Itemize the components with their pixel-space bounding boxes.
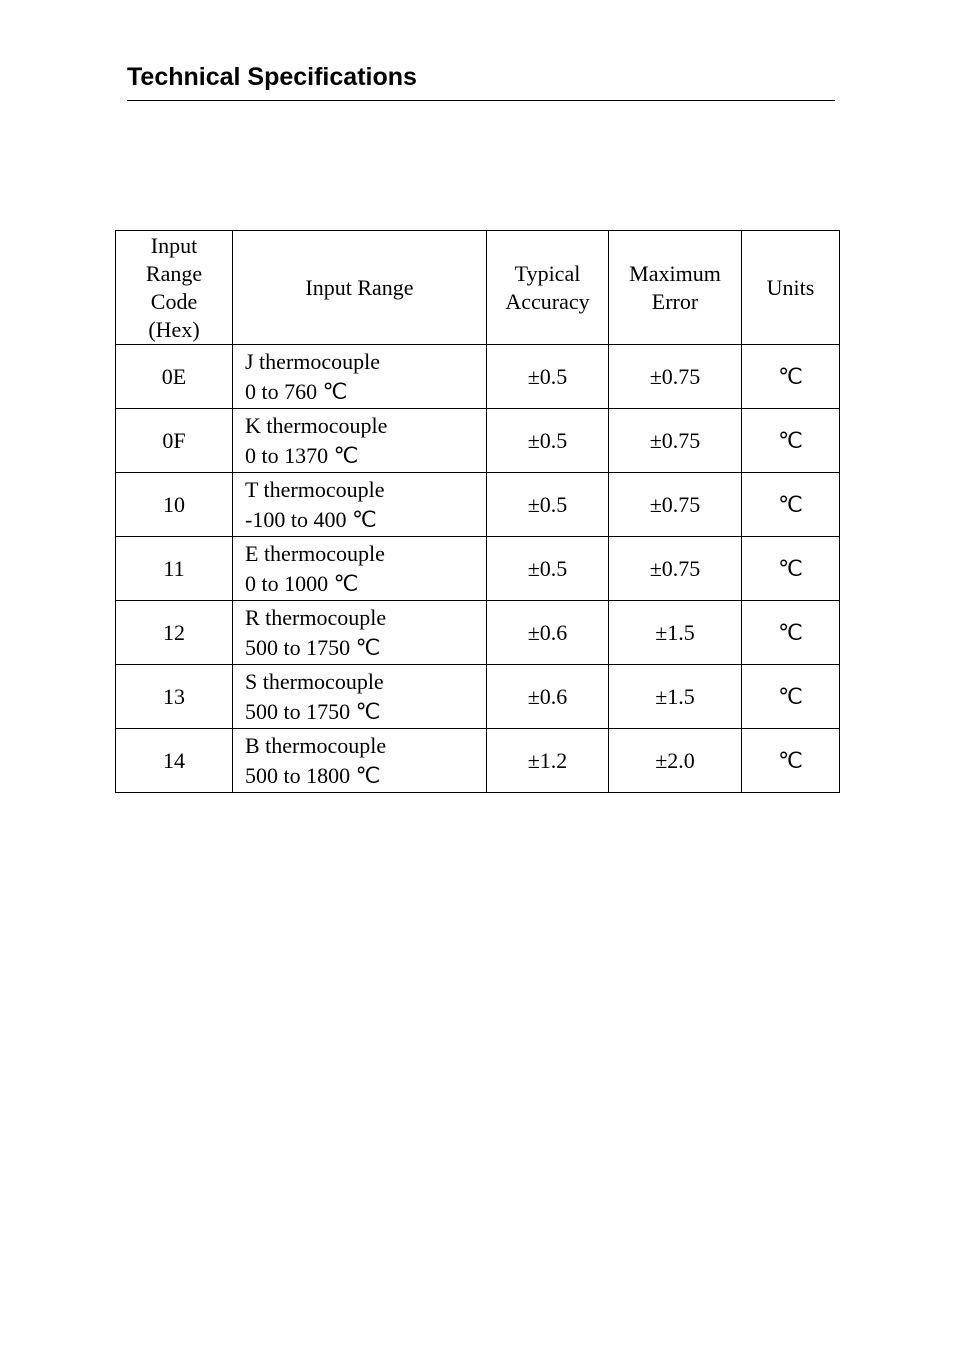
cell-units: ℃ (742, 345, 840, 409)
table-row (116, 665, 840, 729)
page-title: Technical Specifications (127, 63, 417, 91)
cell-units: ℃ (742, 601, 840, 665)
cell-code: 13 (116, 665, 233, 729)
column-header-typical-accuracy (487, 231, 609, 345)
cell-maximum-error: ±1.5 (609, 665, 742, 729)
cell-input-range (233, 729, 487, 793)
cell-code: 11 (116, 537, 233, 601)
header-line: Maximum (629, 260, 721, 286)
temperature-range: 500 to 1750 ℃ (245, 634, 381, 660)
cell-units: ℃ (742, 409, 840, 473)
cell-maximum-error: ±0.75 (609, 345, 742, 409)
spec-table (115, 230, 840, 793)
header-line: Input (150, 232, 198, 258)
table-row (116, 601, 840, 665)
cell-code: 12 (116, 601, 233, 665)
cell-maximum-error: ±0.75 (609, 537, 742, 601)
temperature-range: 500 to 1750 ℃ (245, 698, 381, 724)
cell-typical-accuracy: ±0.5 (487, 409, 609, 473)
header-line: Accuracy (505, 288, 590, 314)
cell-units: ℃ (742, 729, 840, 793)
header-line: Units (766, 274, 815, 300)
cell-input-range (233, 345, 487, 409)
cell-input-range (233, 409, 487, 473)
cell-typical-accuracy: ±0.5 (487, 473, 609, 537)
table-row (116, 537, 840, 601)
cell-code: 0E (116, 345, 233, 409)
thermocouple-type: T thermocouple (245, 476, 385, 502)
cell-maximum-error: ±2.0 (609, 729, 742, 793)
title-divider (127, 100, 835, 101)
thermocouple-type: B thermocouple (245, 732, 387, 758)
cell-typical-accuracy: ±0.5 (487, 537, 609, 601)
temperature-range: 0 to 1370 ℃ (245, 442, 359, 468)
temperature-range: 0 to 1000 ℃ (245, 570, 359, 596)
cell-input-range (233, 601, 487, 665)
cell-typical-accuracy: ±0.6 (487, 601, 609, 665)
thermocouple-type: K thermocouple (245, 412, 388, 438)
thermocouple-type: S thermocouple (245, 668, 384, 694)
table-row (116, 729, 840, 793)
cell-units: ℃ (742, 537, 840, 601)
cell-units: ℃ (742, 473, 840, 537)
thermocouple-type: E thermocouple (245, 540, 385, 566)
thermocouple-type: J thermocouple (245, 348, 381, 374)
header-line: Input Range (305, 274, 414, 300)
header-line: Range (145, 260, 203, 286)
table-row (116, 409, 840, 473)
temperature-range: 0 to 760 ℃ (245, 378, 348, 404)
column-header-units (742, 231, 840, 345)
column-header-maximum-error (609, 231, 742, 345)
cell-typical-accuracy: ±1.2 (487, 729, 609, 793)
cell-typical-accuracy: ±0.5 (487, 345, 609, 409)
cell-units: ℃ (742, 665, 840, 729)
header-line: Typical (514, 260, 581, 286)
cell-maximum-error: ±0.75 (609, 409, 742, 473)
temperature-range: -100 to 400 ℃ (245, 506, 377, 532)
cell-input-range (233, 537, 487, 601)
column-header-code (116, 231, 233, 345)
cell-input-range (233, 473, 487, 537)
cell-maximum-error: ±1.5 (609, 601, 742, 665)
temperature-range: 500 to 1800 ℃ (245, 762, 381, 788)
cell-typical-accuracy: ±0.6 (487, 665, 609, 729)
header-line: Code (150, 288, 198, 314)
cell-code: 14 (116, 729, 233, 793)
thermocouple-type: R thermocouple (245, 604, 387, 630)
cell-code: 10 (116, 473, 233, 537)
table-row (116, 473, 840, 537)
column-header-input-range (233, 231, 487, 345)
cell-code: 0F (116, 409, 233, 473)
table-row (116, 345, 840, 409)
header-line: (Hex) (148, 316, 200, 342)
table-header-row (116, 231, 840, 345)
header-line: Error (651, 288, 699, 314)
cell-maximum-error: ±0.75 (609, 473, 742, 537)
cell-input-range (233, 665, 487, 729)
